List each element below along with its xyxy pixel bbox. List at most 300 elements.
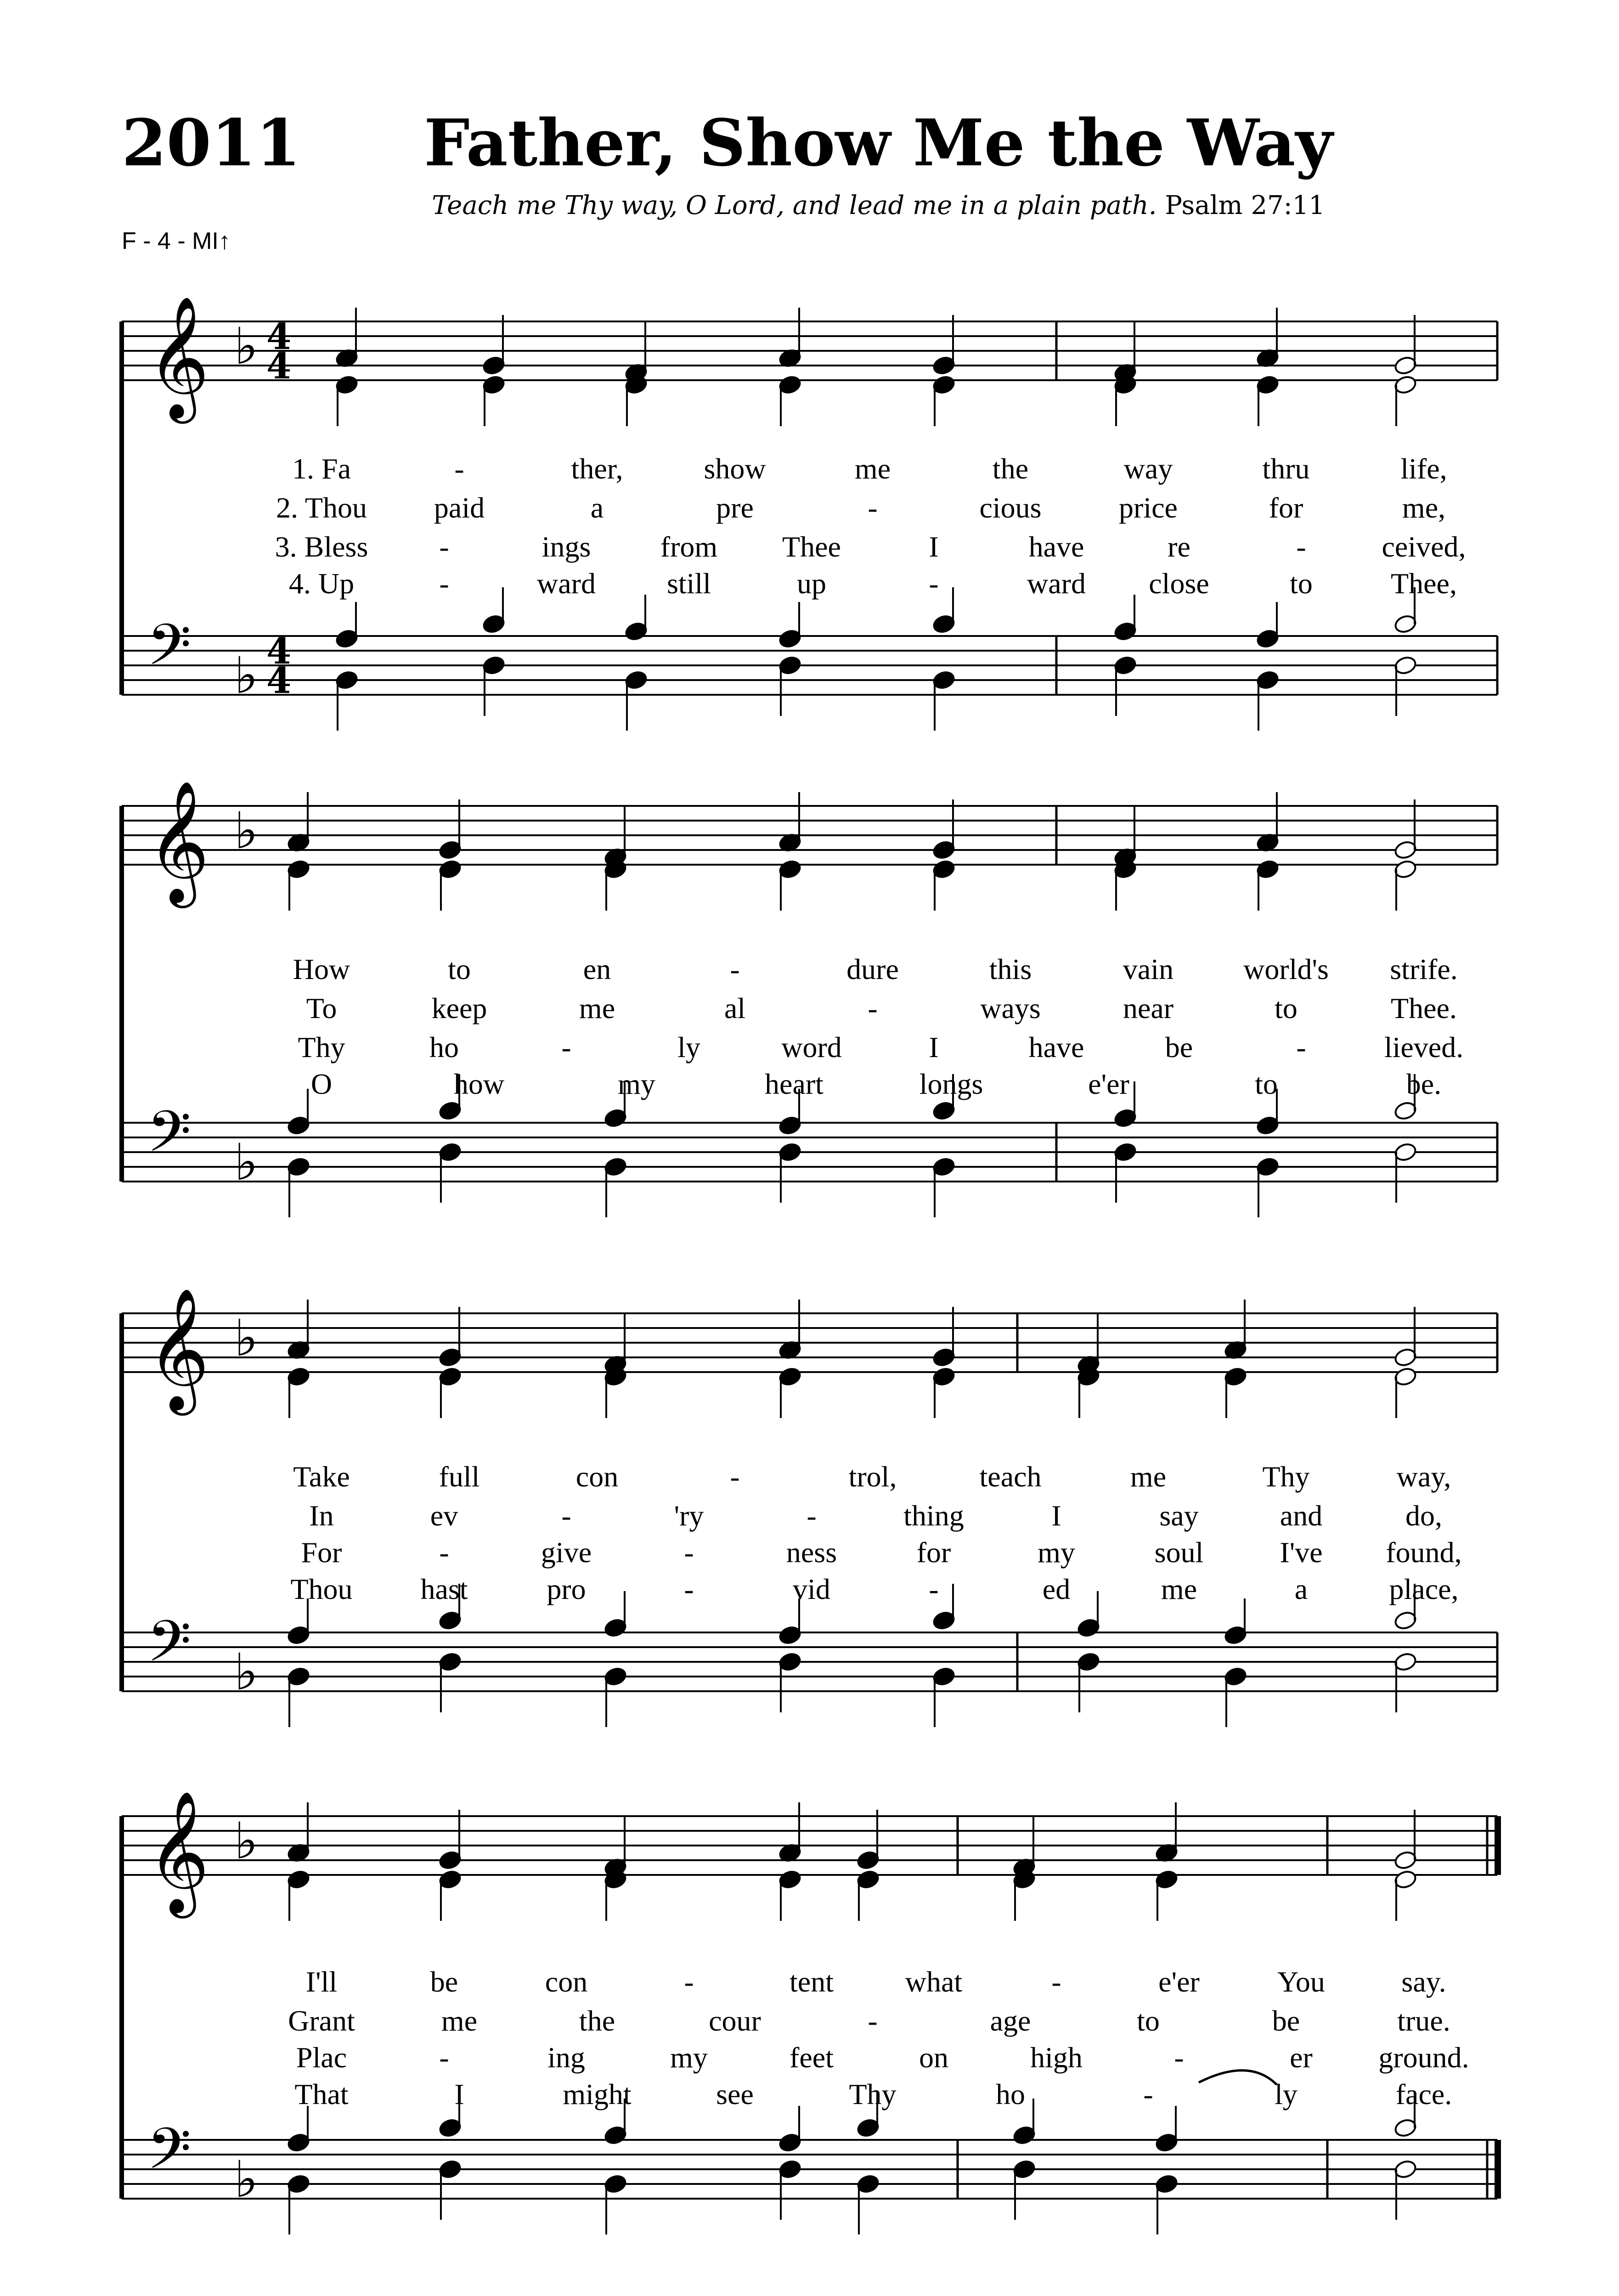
- lyric-syllable: my: [1038, 1536, 1075, 1569]
- staff: [122, 1790, 1497, 1919]
- note: [438, 1307, 462, 1368]
- note: [438, 1810, 462, 1871]
- lyric-syllable: soul: [1154, 1536, 1204, 1569]
- note: [604, 1591, 627, 1638]
- lyric-line: [293, 1460, 1451, 1493]
- lyric-syllable: -: [929, 1573, 939, 1605]
- lyric-syllable: still: [666, 567, 711, 600]
- lyric-syllable: my: [670, 2041, 708, 2074]
- note: [932, 859, 956, 911]
- treble-clef-icon: 𝄞: [147, 1790, 209, 1913]
- lyric-syllable: Thy: [1262, 1460, 1310, 1493]
- note: [604, 2173, 627, 2234]
- key-indicator: F - 4 - MI↑: [122, 228, 231, 254]
- lyric-syllable: paid: [434, 491, 485, 524]
- staff: [122, 612, 1497, 705]
- time-signature-bottom: 4: [266, 345, 292, 387]
- treble-clef-icon: 𝄞: [147, 780, 209, 903]
- flat-icon: ♭: [234, 646, 258, 705]
- lyric-syllable: O: [310, 1068, 333, 1100]
- lyric-syllable: con: [545, 1965, 588, 1998]
- lyric-syllable: be: [1272, 2004, 1300, 2037]
- lyric-syllable: 4. Up: [288, 567, 355, 600]
- lyric-syllable: Thee.: [1391, 992, 1457, 1024]
- lyric-syllable: ho: [429, 1031, 459, 1064]
- flat-icon: ♭: [234, 1812, 258, 1870]
- note: [778, 655, 802, 716]
- note: [604, 1156, 627, 1217]
- lyric-syllable: pro: [547, 1573, 586, 1605]
- note: [932, 1156, 956, 1217]
- lyric-syllable: Thou: [290, 1573, 353, 1605]
- note: [856, 2173, 880, 2234]
- lyric-syllable: -: [730, 953, 740, 985]
- note: [482, 315, 506, 376]
- note: [1012, 1869, 1036, 1921]
- lyric-syllable: -: [561, 1031, 571, 1064]
- note: [604, 1869, 627, 1921]
- note: [604, 859, 627, 911]
- note: [287, 1366, 310, 1418]
- lyric-syllable: -: [439, 1536, 449, 1569]
- lyric-syllable: close: [1149, 567, 1209, 600]
- lyric-syllable: ings: [542, 530, 591, 563]
- lyric-syllable: lieved.: [1384, 1031, 1464, 1064]
- flat-icon: ♭: [234, 1133, 258, 1192]
- flat-icon: ♭: [234, 2150, 258, 2209]
- flat-icon: ♭: [234, 1643, 258, 1701]
- note: [287, 792, 310, 853]
- note: [335, 602, 359, 649]
- lyric-syllable: e'er: [1158, 1965, 1200, 1998]
- lyric-syllable: say.: [1401, 1965, 1446, 1998]
- lyric-syllable: In: [309, 1499, 334, 1532]
- lyric-syllable: Thee,: [1391, 567, 1457, 600]
- bass-clef-icon: 𝄢: [147, 1609, 192, 1688]
- lyric-syllable: way,: [1396, 1460, 1451, 1493]
- lyric-line: [275, 530, 1466, 563]
- note: [1256, 374, 1280, 426]
- lyric-syllable: strife.: [1390, 953, 1458, 985]
- lyric-syllable: e'er: [1088, 1068, 1129, 1100]
- lyric-syllable: con: [575, 1460, 619, 1493]
- lyric-syllable: tent: [790, 1965, 834, 1998]
- lyric-syllable: I've: [1280, 1536, 1323, 1569]
- lyric-syllable: -: [730, 1460, 740, 1493]
- time-signature-bottom: 4: [266, 660, 292, 702]
- note: [1012, 2159, 1036, 2220]
- note: [1155, 2173, 1179, 2234]
- lyric-syllable: dure: [846, 953, 899, 985]
- lyric-syllable: to: [448, 953, 471, 985]
- note: [778, 1869, 802, 1921]
- note: [604, 1366, 627, 1418]
- lyric-syllable: re: [1168, 530, 1190, 563]
- lyric-syllable: -: [684, 1573, 694, 1605]
- lyric-line: [294, 2078, 1452, 2110]
- lyric-syllable: might: [563, 2078, 632, 2110]
- lyric-syllable: from: [660, 530, 718, 563]
- lyric-syllable: up: [797, 567, 826, 600]
- note: [1393, 1651, 1417, 1712]
- lyric-syllable: -: [439, 530, 449, 563]
- lyric-syllable: I: [929, 530, 939, 563]
- note: [778, 1651, 802, 1712]
- note: [624, 322, 648, 383]
- lyric-syllable: ly: [677, 1031, 700, 1064]
- note: [335, 374, 359, 426]
- lyric-syllable: life,: [1400, 452, 1447, 485]
- epigraph-quote: Teach me Thy way, O Lord, and lead me in a plain path.: [432, 191, 1157, 220]
- note: [482, 587, 506, 635]
- note: [1113, 807, 1137, 868]
- lyric-syllable: Thy: [849, 2078, 897, 2110]
- lyric-syllable: -: [1296, 1031, 1306, 1064]
- note: [287, 859, 310, 911]
- hymn-number: 2011: [122, 106, 301, 181]
- bass-clef-icon: 𝄢: [147, 2116, 192, 2196]
- lyric-syllable: ward: [1027, 567, 1086, 600]
- lyric-syllable: be: [1165, 1031, 1193, 1064]
- staff: [122, 780, 1497, 908]
- lyric-syllable: vain: [1123, 953, 1174, 985]
- note: [624, 670, 648, 731]
- lyric-syllable: on: [919, 2041, 948, 2074]
- treble-clef-icon: 𝄞: [147, 1288, 209, 1410]
- lyric-syllable: Grant: [288, 2004, 355, 2037]
- lyric-syllable: heart: [765, 1068, 824, 1100]
- note: [624, 374, 648, 426]
- staff: [122, 1288, 1497, 1416]
- note: [1393, 655, 1417, 716]
- lyric-syllable: ev: [430, 1499, 458, 1532]
- lyric-syllable: 2. Thou: [276, 491, 367, 524]
- lyric-syllable: near: [1123, 992, 1174, 1024]
- lyric-syllable: en: [583, 953, 611, 985]
- note: [1077, 1651, 1100, 1712]
- lyric-syllable: keep: [431, 992, 487, 1024]
- lyric-line: [296, 2041, 1469, 2074]
- note: [932, 315, 956, 376]
- note: [1256, 308, 1280, 369]
- lyric-line: [289, 567, 1457, 600]
- note: [287, 1156, 310, 1217]
- lyric-syllable: face.: [1395, 2078, 1452, 2110]
- final-barline: [1495, 1816, 1501, 1875]
- note: [1077, 1591, 1100, 1638]
- slur: [1199, 2071, 1277, 2085]
- lyric-syllable: ness: [786, 1536, 837, 1569]
- note: [1393, 1142, 1417, 1203]
- note: [287, 1300, 310, 1361]
- note: [778, 792, 802, 853]
- lyric-syllable: ho: [996, 2078, 1025, 2110]
- lyric-syllable: cour: [709, 2004, 761, 2037]
- bass-clef-icon: 𝄢: [147, 612, 192, 692]
- flat-icon: ♭: [234, 801, 258, 860]
- note: [1077, 1366, 1100, 1418]
- lyric-syllable: ways: [980, 992, 1041, 1024]
- lyric-line: [276, 491, 1445, 524]
- note: [1393, 1366, 1417, 1418]
- lyric-syllable: -: [1296, 530, 1306, 563]
- note: [932, 799, 956, 861]
- lyric-syllable: give: [541, 1536, 592, 1569]
- hymn-title: Father, Show Me the Way: [424, 106, 1333, 181]
- lyric-syllable: for: [1269, 491, 1303, 524]
- lyric-syllable: Thee: [782, 530, 841, 563]
- note: [438, 1869, 462, 1921]
- lyric-syllable: and: [1280, 1499, 1323, 1532]
- lyric-syllable: 1. Fa: [292, 452, 351, 485]
- lyric-syllable: this: [989, 953, 1032, 985]
- lyric-syllable: -: [684, 1965, 694, 1998]
- lyric-line: [292, 452, 1447, 485]
- staff: [122, 1609, 1497, 1701]
- note: [1224, 1366, 1247, 1418]
- lyric-syllable: -: [868, 2004, 878, 2037]
- lyric-syllable: me: [441, 2004, 478, 2037]
- note: [624, 595, 648, 642]
- lyric-syllable: how: [453, 1068, 505, 1100]
- lyric-syllable: -: [929, 567, 939, 600]
- note: [335, 308, 359, 369]
- lyric-syllable: 'ry: [674, 1499, 704, 1532]
- note: [1155, 2106, 1179, 2153]
- lyric-line: [288, 2004, 1450, 2037]
- note: [778, 2106, 802, 2153]
- lyric-syllable: word: [781, 1031, 842, 1064]
- note: [1393, 374, 1417, 426]
- lyric-syllable: -: [454, 452, 464, 485]
- staff: [122, 1099, 1497, 1192]
- note: [287, 1802, 310, 1863]
- note: [438, 799, 462, 861]
- note: [778, 1366, 802, 1418]
- note: [778, 1300, 802, 1361]
- note: [1155, 1869, 1179, 1921]
- note: [604, 1817, 627, 1878]
- note: [932, 670, 956, 731]
- note: [778, 1802, 802, 1863]
- note: [1113, 322, 1137, 383]
- lyric-line: [290, 1573, 1458, 1605]
- note: [932, 1666, 956, 1727]
- lyric-line: [306, 1965, 1446, 1998]
- lyric-syllable: That: [294, 2078, 349, 2110]
- note: [778, 1598, 802, 1646]
- lyric-syllable: ground.: [1378, 2041, 1469, 2074]
- lyric-syllable: to: [1275, 992, 1297, 1024]
- time-signature-top: 4: [266, 316, 292, 358]
- note: [1113, 595, 1137, 642]
- lyric-syllable: -: [439, 2041, 449, 2074]
- lyric-syllable: I'll: [305, 1965, 338, 1998]
- note: [932, 374, 956, 426]
- lyric-syllable: a: [1294, 1573, 1308, 1605]
- lyric-syllable: have: [1028, 530, 1084, 563]
- note: [287, 1598, 310, 1646]
- note: [1113, 374, 1137, 426]
- lyric-syllable: me: [1161, 1573, 1197, 1605]
- note: [1012, 1817, 1036, 1878]
- note: [287, 1869, 310, 1921]
- lyric-syllable: trol,: [848, 1460, 897, 1493]
- note: [932, 1307, 956, 1368]
- note: [1393, 1810, 1417, 1871]
- lyric-syllable: -: [439, 567, 449, 600]
- lyric-syllable: -: [807, 1499, 817, 1532]
- treble-clef-icon: 𝄞: [147, 296, 209, 418]
- lyric-syllable: -: [561, 1499, 571, 1532]
- note: [1256, 1156, 1280, 1217]
- lyric-syllable: Take: [293, 1460, 350, 1493]
- lyric-line: [309, 1499, 1442, 1532]
- note: [1393, 1869, 1417, 1921]
- note: [438, 1366, 462, 1418]
- note: [1256, 859, 1280, 911]
- note: [1224, 1598, 1247, 1646]
- lyric-syllable: hast: [420, 1573, 468, 1605]
- lyric-line: [298, 1031, 1463, 1064]
- note: [438, 2159, 462, 2220]
- staff: [122, 2116, 1497, 2209]
- lyric-syllable: to: [1255, 1068, 1278, 1100]
- lyric-syllable: feet: [790, 2041, 834, 2074]
- lyric-syllable: ward: [537, 567, 596, 600]
- lyric-syllable: cious: [979, 491, 1042, 524]
- lyric-syllable: Plac: [296, 2041, 347, 2074]
- lyric-syllable: For: [301, 1536, 342, 1569]
- note: [287, 1089, 310, 1136]
- note: [482, 655, 506, 716]
- note: [1155, 1802, 1179, 1863]
- lyric-syllable: -: [868, 992, 878, 1024]
- note: [778, 374, 802, 426]
- lyric-syllable: world's: [1243, 953, 1329, 985]
- note: [1113, 1142, 1137, 1203]
- lyric-syllable: place,: [1389, 1573, 1459, 1605]
- note: [438, 859, 462, 911]
- lyric-syllable: be: [430, 1965, 458, 1998]
- lyric-syllable: -: [1051, 1965, 1061, 1998]
- epigraph-reference: Psalm 27:11: [1165, 191, 1325, 220]
- lyric-syllable: 3. Bless: [275, 530, 368, 563]
- note: [1256, 602, 1280, 649]
- note: [1077, 1314, 1100, 1375]
- lyric-syllable: thing: [903, 1499, 964, 1532]
- note: [1393, 2159, 1417, 2220]
- lyric-syllable: say: [1159, 1499, 1199, 1532]
- final-barline: [1495, 2140, 1501, 2199]
- lyric-syllable: price: [1119, 491, 1178, 524]
- note: [287, 1666, 310, 1727]
- lyric-line: [293, 953, 1458, 985]
- note: [856, 1869, 880, 1921]
- note: [778, 2159, 802, 2220]
- lyric-syllable: teach: [979, 1460, 1042, 1493]
- lyric-syllable: al: [724, 992, 746, 1024]
- note: [778, 1142, 802, 1203]
- note: [778, 859, 802, 911]
- lyric-line: [301, 1536, 1462, 1569]
- lyric-syllable: age: [990, 2004, 1031, 2037]
- flat-icon: ♭: [234, 317, 258, 376]
- lyric-syllable: How: [293, 953, 350, 985]
- lyric-syllable: way: [1123, 452, 1173, 485]
- lyric-syllable: I: [929, 1031, 939, 1064]
- lyric-syllable: -: [1174, 2041, 1184, 2074]
- lyric-syllable: vid: [793, 1573, 830, 1605]
- lyric-syllable: for: [916, 1536, 951, 1569]
- note: [1393, 1307, 1417, 1368]
- lyric-syllable: -: [1143, 2078, 1153, 2110]
- note: [604, 1666, 627, 1727]
- lyric-syllable: You: [1277, 1965, 1325, 1998]
- staff: [122, 296, 1497, 424]
- note: [604, 1314, 627, 1375]
- lyric-line: [311, 1068, 1441, 1100]
- lyric-syllable: pre: [716, 491, 754, 524]
- lyric-line: [306, 992, 1457, 1024]
- lyric-syllable: me: [1130, 1460, 1167, 1493]
- note: [1224, 1666, 1247, 1727]
- lyric-syllable: longs: [919, 1068, 983, 1100]
- note: [1113, 859, 1137, 911]
- lyric-syllable: ing: [547, 2041, 585, 2074]
- lyric-syllable: ly: [1275, 2078, 1297, 2110]
- lyric-syllable: me: [854, 452, 891, 485]
- lyric-syllable: Thy: [298, 1031, 345, 1064]
- lyric-syllable: true.: [1397, 2004, 1450, 2037]
- time-signature-top: 4: [266, 630, 292, 672]
- note: [778, 602, 802, 649]
- lyric-syllable: to: [1137, 2004, 1160, 2037]
- flat-icon: ♭: [234, 1309, 258, 1367]
- note: [1224, 1300, 1247, 1361]
- note: [1393, 859, 1417, 911]
- lyric-syllable: my: [618, 1068, 655, 1100]
- note: [1256, 670, 1280, 731]
- note: [1256, 792, 1280, 853]
- note: [604, 807, 627, 868]
- lyric-syllable: full: [439, 1460, 480, 1493]
- note: [335, 670, 359, 731]
- note: [438, 1651, 462, 1712]
- note: [438, 1142, 462, 1203]
- note: [856, 1810, 880, 1871]
- lyric-syllable: do,: [1405, 1499, 1442, 1532]
- lyric-syllable: -: [868, 491, 878, 524]
- lyric-syllable: me,: [1402, 491, 1446, 524]
- note: [1113, 655, 1137, 716]
- note: [778, 308, 802, 369]
- lyric-syllable: what: [905, 1965, 963, 1998]
- lyric-syllable: I: [1051, 1499, 1061, 1532]
- lyric-syllable: ed: [1042, 1573, 1071, 1605]
- lyric-syllable: the: [579, 2004, 615, 2037]
- lyric-syllable: have: [1028, 1031, 1084, 1064]
- lyric-syllable: to: [1290, 567, 1313, 600]
- lyric-syllable: be.: [1406, 1068, 1442, 1100]
- lyric-syllable: er: [1290, 2041, 1313, 2074]
- lyric-syllable: the: [992, 452, 1029, 485]
- lyric-syllable: I: [454, 2078, 464, 2110]
- lyric-syllable: thru: [1262, 452, 1310, 485]
- lyric-syllable: found,: [1386, 1536, 1462, 1569]
- note: [287, 2106, 310, 2153]
- lyric-syllable: see: [716, 2078, 754, 2110]
